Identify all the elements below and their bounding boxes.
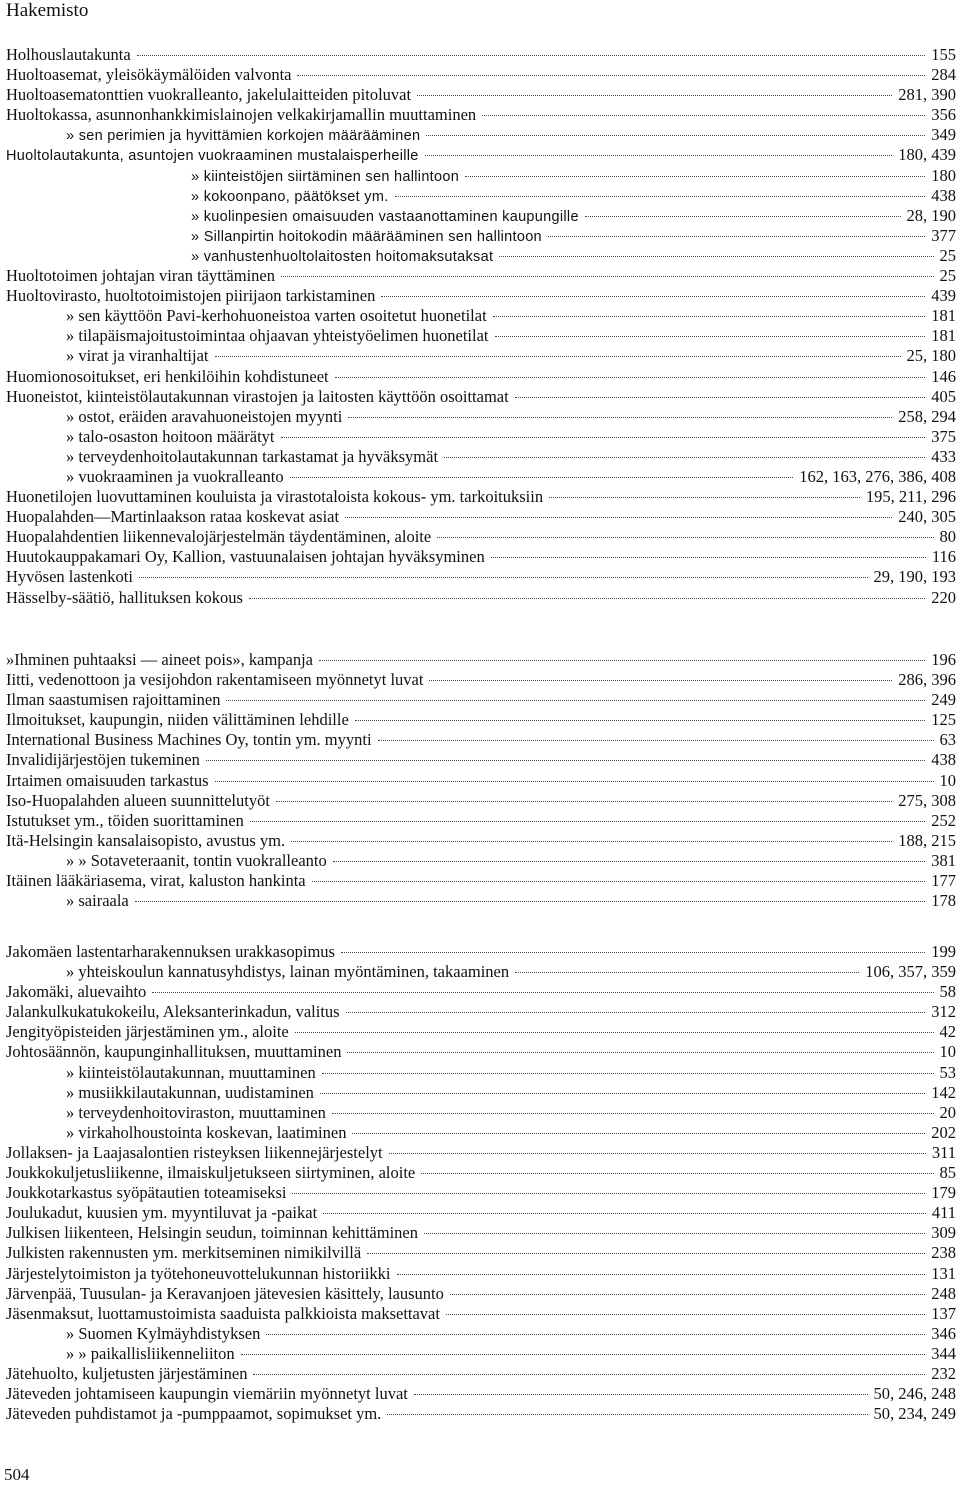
entry-text: » sen käyttöön Pavi-kerhohuoneistoa varten osoitetut huonetilat	[66, 306, 487, 326]
leader-dots	[548, 222, 925, 237]
entry-pages: 142	[931, 1082, 956, 1102]
entry-text: Jengityöpisteiden järjestäminen ym., aloite	[6, 1022, 289, 1042]
entry-text: » Suomen Kylmäyhdistyksen	[66, 1323, 261, 1343]
entry-pages: 155	[931, 45, 956, 64]
leader-dots	[352, 1119, 925, 1134]
entry-text: » » paikallisliikenneliiton	[66, 1343, 235, 1363]
leader-dots	[437, 523, 933, 538]
entry-pages: 238	[931, 1243, 956, 1263]
leader-dots	[322, 1059, 934, 1074]
entry-text: Ilman saastumisen rajoittaminen	[6, 690, 221, 710]
entry-text: Huoltotoimen johtajan viran täyttäminen	[6, 266, 275, 286]
page-number: 504	[4, 1465, 30, 1484]
leader-dots	[493, 302, 926, 317]
leader-dots	[348, 403, 892, 418]
leader-dots	[250, 807, 925, 822]
leader-dots	[345, 503, 892, 518]
entry-text: » musiikkilautakunnan, uudistaminen	[66, 1082, 314, 1102]
entry-pages: 411	[931, 1203, 956, 1223]
entry-text: » kokoonpano, päätökset ym.	[191, 188, 389, 205]
leader-dots	[585, 202, 901, 217]
leader-dots	[425, 141, 893, 156]
entry-pages: 131	[931, 1263, 956, 1283]
leader-dots	[378, 726, 934, 741]
leader-dots	[135, 887, 925, 902]
entry-pages: 258, 294	[898, 406, 956, 426]
entry-text: Huoltokassa, asunnonhankkimislainojen velkakirjamallin muuttaminen	[6, 105, 477, 125]
entry-text: Jakomäen lastentarharakennuksen urakkasopimus	[6, 942, 335, 961]
entry-pages: 25	[939, 266, 956, 286]
entry-pages: 375	[931, 426, 956, 446]
entry-text: Huoltoasematonttien vuokralleanto, jakelulaitteiden pitoluvat	[6, 85, 412, 105]
leader-dots	[465, 162, 925, 177]
entry-text: Joukkotarkastus syöpätautien toteamiseksi	[6, 1183, 287, 1203]
index-section-h	[6, 45, 956, 608]
entry-pages: 137	[931, 1303, 956, 1323]
entry-pages: 85	[939, 1163, 956, 1183]
entry-text: » sen perimien ja hyvittämien korkojen määrääminen	[66, 128, 421, 145]
entry-text: Ilmoitukset, kaupungin, niiden välittäminen lehdille	[6, 710, 349, 730]
leader-dots	[367, 1239, 925, 1254]
entry-pages: 311	[931, 1142, 956, 1162]
entry-pages: 10	[939, 770, 956, 790]
entry-pages: 199	[931, 942, 956, 961]
leader-dots	[426, 121, 925, 136]
entry-text: Jäteveden johtamiseen kaupungin viemäriin myönnetyt luvat	[6, 1384, 408, 1404]
entry-pages: 381	[931, 850, 956, 870]
entry-pages: 50, 234, 249	[873, 1404, 956, 1424]
entry-pages: 344	[931, 1343, 956, 1363]
entry-text: Itä-Helsingin kansalaisopisto, avustus ym.	[6, 830, 286, 850]
entry-text: Jäteveden puhdistamot ja -pumppaamot, sopimukset ym.	[6, 1404, 382, 1424]
entry-text: Istutukset ym., töiden suorittaminen	[6, 810, 244, 830]
entry-pages: 240, 305	[898, 507, 956, 527]
entry-text: Julkisten rakennusten ym. merkitseminen nimikilvillä	[6, 1243, 362, 1263]
leader-dots	[381, 282, 925, 297]
entry-pages: 177	[931, 871, 956, 891]
leader-dots	[332, 1099, 934, 1114]
entry-text: » sairaala	[66, 891, 129, 911]
leader-dots	[152, 978, 933, 993]
leader-dots	[491, 543, 926, 558]
leader-dots	[346, 998, 926, 1013]
entry-pages: 309	[931, 1223, 956, 1243]
entry-pages: 202	[931, 1122, 956, 1142]
leader-dots	[389, 1139, 926, 1154]
leader-dots	[335, 363, 926, 378]
entry-text: Huoltoasemat, yleisökäymälöiden valvonta	[6, 65, 292, 85]
entry-text: Järvenpää, Tuusulan- ja Keravanjoen jätevesien käsittely, lausunto	[6, 1283, 444, 1303]
entry-pages: 180, 439	[898, 145, 956, 165]
index-entry	[6, 1404, 956, 1424]
leader-dots	[226, 686, 925, 701]
entry-pages: 10	[939, 1042, 956, 1062]
page-header: Hakemisto	[6, 0, 89, 21]
entry-pages: 180	[931, 165, 956, 185]
entry-text: » terveydenhoitolautakunnan tarkastamat ja hyväksymät	[66, 446, 439, 466]
entry-text: Huoneistot, kiinteistölautakunnan virastojen ja laitosten käyttöön osoittamat	[6, 386, 509, 406]
entry-pages: 356	[931, 105, 956, 125]
entry-pages: 438	[931, 185, 956, 205]
entry-pages: 281, 390	[898, 85, 956, 105]
leader-dots	[281, 423, 926, 438]
entry-pages: 232	[931, 1363, 956, 1383]
entry-pages: 53	[939, 1062, 956, 1082]
leader-dots	[549, 483, 860, 498]
entry-pages: 146	[931, 366, 956, 386]
entry-pages: 188, 215	[898, 830, 956, 850]
entry-text: »Ihminen puhtaaksi — aineet pois», kampanja	[6, 650, 314, 669]
leader-dots	[206, 746, 925, 761]
entry-text: Iso-Huopalahden alueen suunnittelutyöt	[6, 790, 270, 810]
leader-dots	[323, 1199, 926, 1214]
leader-dots	[266, 1320, 925, 1335]
entry-pages: 106, 357, 359	[865, 962, 956, 982]
leader-dots	[395, 182, 926, 197]
entry-pages: 20	[939, 1102, 956, 1122]
entry-text: » virat ja viranhaltijat	[66, 346, 209, 366]
entry-pages: 42	[939, 1022, 956, 1042]
entry-text: Huoltovirasto, huoltotoimistojen piirijaon tarkistaminen	[6, 286, 376, 306]
leader-dots	[495, 322, 926, 337]
index-entry	[6, 588, 956, 608]
entry-text: » vanhustenhuoltolaitosten hoitomaksutaksat	[191, 248, 494, 265]
leader-dots	[499, 242, 933, 257]
entry-pages: 439	[931, 286, 956, 306]
entry-pages: 29, 190, 193	[873, 567, 956, 587]
entry-text: Joulukadut, kuusien ym. myyntiluvat ja -paikat	[6, 1203, 318, 1223]
entry-text: » tilapäismajoitustoimintaa ohjaavan yhteistyöelimen huonetilat	[66, 326, 489, 346]
entry-pages: 181	[931, 326, 956, 346]
leader-dots	[446, 1300, 925, 1315]
entry-text: » » Sotaveteraanit, tontin vuokralleanto	[66, 850, 327, 870]
leader-dots	[414, 1380, 868, 1395]
entry-text: Huoltolautakunta, asuntojen vuokraaminen mustalaisperheille	[6, 148, 419, 165]
leader-dots	[417, 81, 892, 96]
entry-text: » Sillanpirtin hoitokodin määrääminen sen hallintoon	[191, 228, 542, 245]
leader-dots	[137, 41, 926, 56]
entry-text: » vuokraaminen ja vuokralleanto	[66, 466, 284, 486]
entry-text: Huopalahden—Martinlaakson rataa koskevat asiat	[6, 507, 340, 527]
entry-pages: 252	[931, 810, 956, 830]
leader-dots	[320, 1079, 925, 1094]
leader-dots	[450, 1280, 925, 1295]
entry-text: Jollaksen- ja Laajasalontien risteyksen liikennejärjestelyt	[6, 1142, 383, 1162]
entry-text: » virkaholhoustointa koskevan, laatiminen	[66, 1122, 347, 1142]
entry-text: Huopalahdentien liikennevalojärjestelmän täydentäminen, aloite	[6, 527, 432, 547]
entry-pages: 377	[931, 225, 956, 245]
leader-dots	[421, 1159, 933, 1174]
leader-dots	[515, 958, 859, 973]
entry-text: Jakomäki, aluevaihto	[6, 982, 147, 1002]
index-entry	[6, 891, 956, 911]
leader-dots	[424, 1219, 925, 1234]
entry-text: Jätehuolto, kuljetusten järjestäminen	[6, 1363, 248, 1383]
leader-dots	[515, 383, 926, 398]
entry-pages: 249	[931, 690, 956, 710]
entry-text: Invalidijärjestöjen tukeminen	[6, 750, 200, 770]
leader-dots	[319, 646, 925, 661]
leader-dots	[333, 847, 926, 862]
leader-dots	[397, 1260, 926, 1275]
entry-pages: 162, 163, 276, 386, 408	[799, 466, 956, 486]
entry-text: » terveydenhoitoviraston, muuttaminen	[66, 1102, 326, 1122]
entry-text: » yhteiskoulun kannatusyhdistys, lainan myöntäminen, takaaminen	[66, 962, 510, 982]
entry-pages: 438	[931, 750, 956, 770]
leader-dots	[292, 1179, 925, 1194]
entry-pages: 433	[931, 446, 956, 466]
entry-pages: 179	[931, 1183, 956, 1203]
entry-text: Joukkokuljetusliikenne, ilmaiskuljetukseen siirtyminen, aloite	[6, 1163, 416, 1183]
entry-text: » kiinteistöjen siirtäminen sen hallintoon	[191, 168, 460, 185]
entry-pages: 25	[939, 245, 956, 265]
entry-text: Jalankulkukatukokeilu, Aleksanterinkadun, valitus	[6, 1002, 340, 1022]
entry-pages: 28, 190	[906, 205, 956, 225]
entry-pages: 248	[931, 1283, 956, 1303]
leader-dots	[253, 1360, 925, 1375]
entry-pages: 178	[931, 891, 956, 911]
entry-text: Iitti, vedenottoon ja vesijohdon rakentamiseen myönnetyt luvat	[6, 670, 424, 690]
entry-text: » kiinteistölautakunnan, muuttaminen	[66, 1062, 316, 1082]
leader-dots	[290, 463, 794, 478]
entry-text: Itäinen lääkäriasema, virat, kaluston hankinta	[6, 871, 306, 891]
leader-dots	[291, 827, 892, 842]
leader-dots	[215, 767, 934, 782]
entry-pages: 286, 396	[898, 670, 956, 690]
leader-dots	[482, 101, 925, 116]
entry-pages: 284	[931, 65, 956, 85]
leader-dots	[276, 787, 892, 802]
leader-dots	[387, 1400, 867, 1415]
leader-dots	[295, 1018, 934, 1033]
entry-pages: 196	[931, 650, 956, 669]
entry-pages: 63	[939, 730, 956, 750]
entry-text: Julkisen liikenteen, Helsingin seudun, toiminnan kehittäminen	[6, 1223, 418, 1243]
entry-text: Huomionosoitukset, eri henkilöihin kohdistuneet	[6, 366, 329, 386]
entry-pages: 349	[931, 125, 956, 145]
leader-dots	[312, 867, 926, 882]
entry-pages: 405	[931, 386, 956, 406]
entry-pages: 312	[931, 1002, 956, 1022]
leader-dots	[241, 1340, 926, 1355]
entry-text: Irtaimen omaisuuden tarkastus	[6, 770, 209, 790]
entry-pages: 275, 308	[898, 790, 956, 810]
entry-text: Hyvösen lastenkoti	[6, 567, 133, 587]
leader-dots	[249, 584, 925, 599]
entry-text: Johtosäännön, kaupunginhallituksen, muuttaminen	[6, 1042, 342, 1062]
entry-pages: 181	[931, 306, 956, 326]
leader-dots	[341, 938, 925, 953]
entry-pages: 195, 211, 296	[865, 487, 956, 507]
entry-pages: 58	[939, 982, 956, 1002]
leader-dots	[355, 706, 925, 721]
index-section-i	[6, 650, 956, 911]
entry-pages: 116	[931, 547, 956, 567]
entry-pages: 80	[939, 527, 956, 547]
entry-pages: 220	[931, 587, 956, 607]
index-section-j	[6, 942, 956, 1424]
entry-pages: 346	[931, 1323, 956, 1343]
entry-text: International Business Machines Oy, tontin ym. myynti	[6, 730, 372, 750]
entry-text: » talo-osaston hoitoon määrätyt	[66, 426, 275, 446]
entry-pages: 125	[931, 710, 956, 730]
leader-dots	[139, 563, 868, 578]
entry-text: » ostot, eräiden aravahuoneistojen myynti	[66, 406, 343, 426]
entry-text: Järjestelytoimiston ja työtehoneuvottelukunnan historiikki	[6, 1263, 391, 1283]
leader-dots	[281, 262, 934, 277]
leader-dots	[444, 443, 925, 458]
entry-text: Huutokauppakamari Oy, Kallion, vastuunalaisen johtajan hyväksyminen	[6, 547, 485, 567]
entry-pages: 25, 180	[906, 346, 956, 366]
leader-dots	[215, 342, 901, 357]
entry-pages: 50, 246, 248	[873, 1384, 956, 1404]
entry-text: Hässelby-säätiö, hallituksen kokous	[6, 587, 243, 607]
leader-dots	[347, 1038, 933, 1053]
entry-text: » kuolinpesien omaisuuden vastaanottaminen kaupungille	[191, 208, 579, 225]
leader-dots	[297, 61, 925, 76]
entry-text: Jäsenmaksut, luottamustoimista saaduista palkkioista maksettavat	[6, 1303, 440, 1323]
entry-text: Holhouslautakunta	[6, 45, 131, 64]
leader-dots	[429, 666, 892, 681]
entry-text: Huonetilojen luovuttaminen kouluista ja virastotaloista kokous- ym. tarkoituksiin	[6, 487, 544, 507]
